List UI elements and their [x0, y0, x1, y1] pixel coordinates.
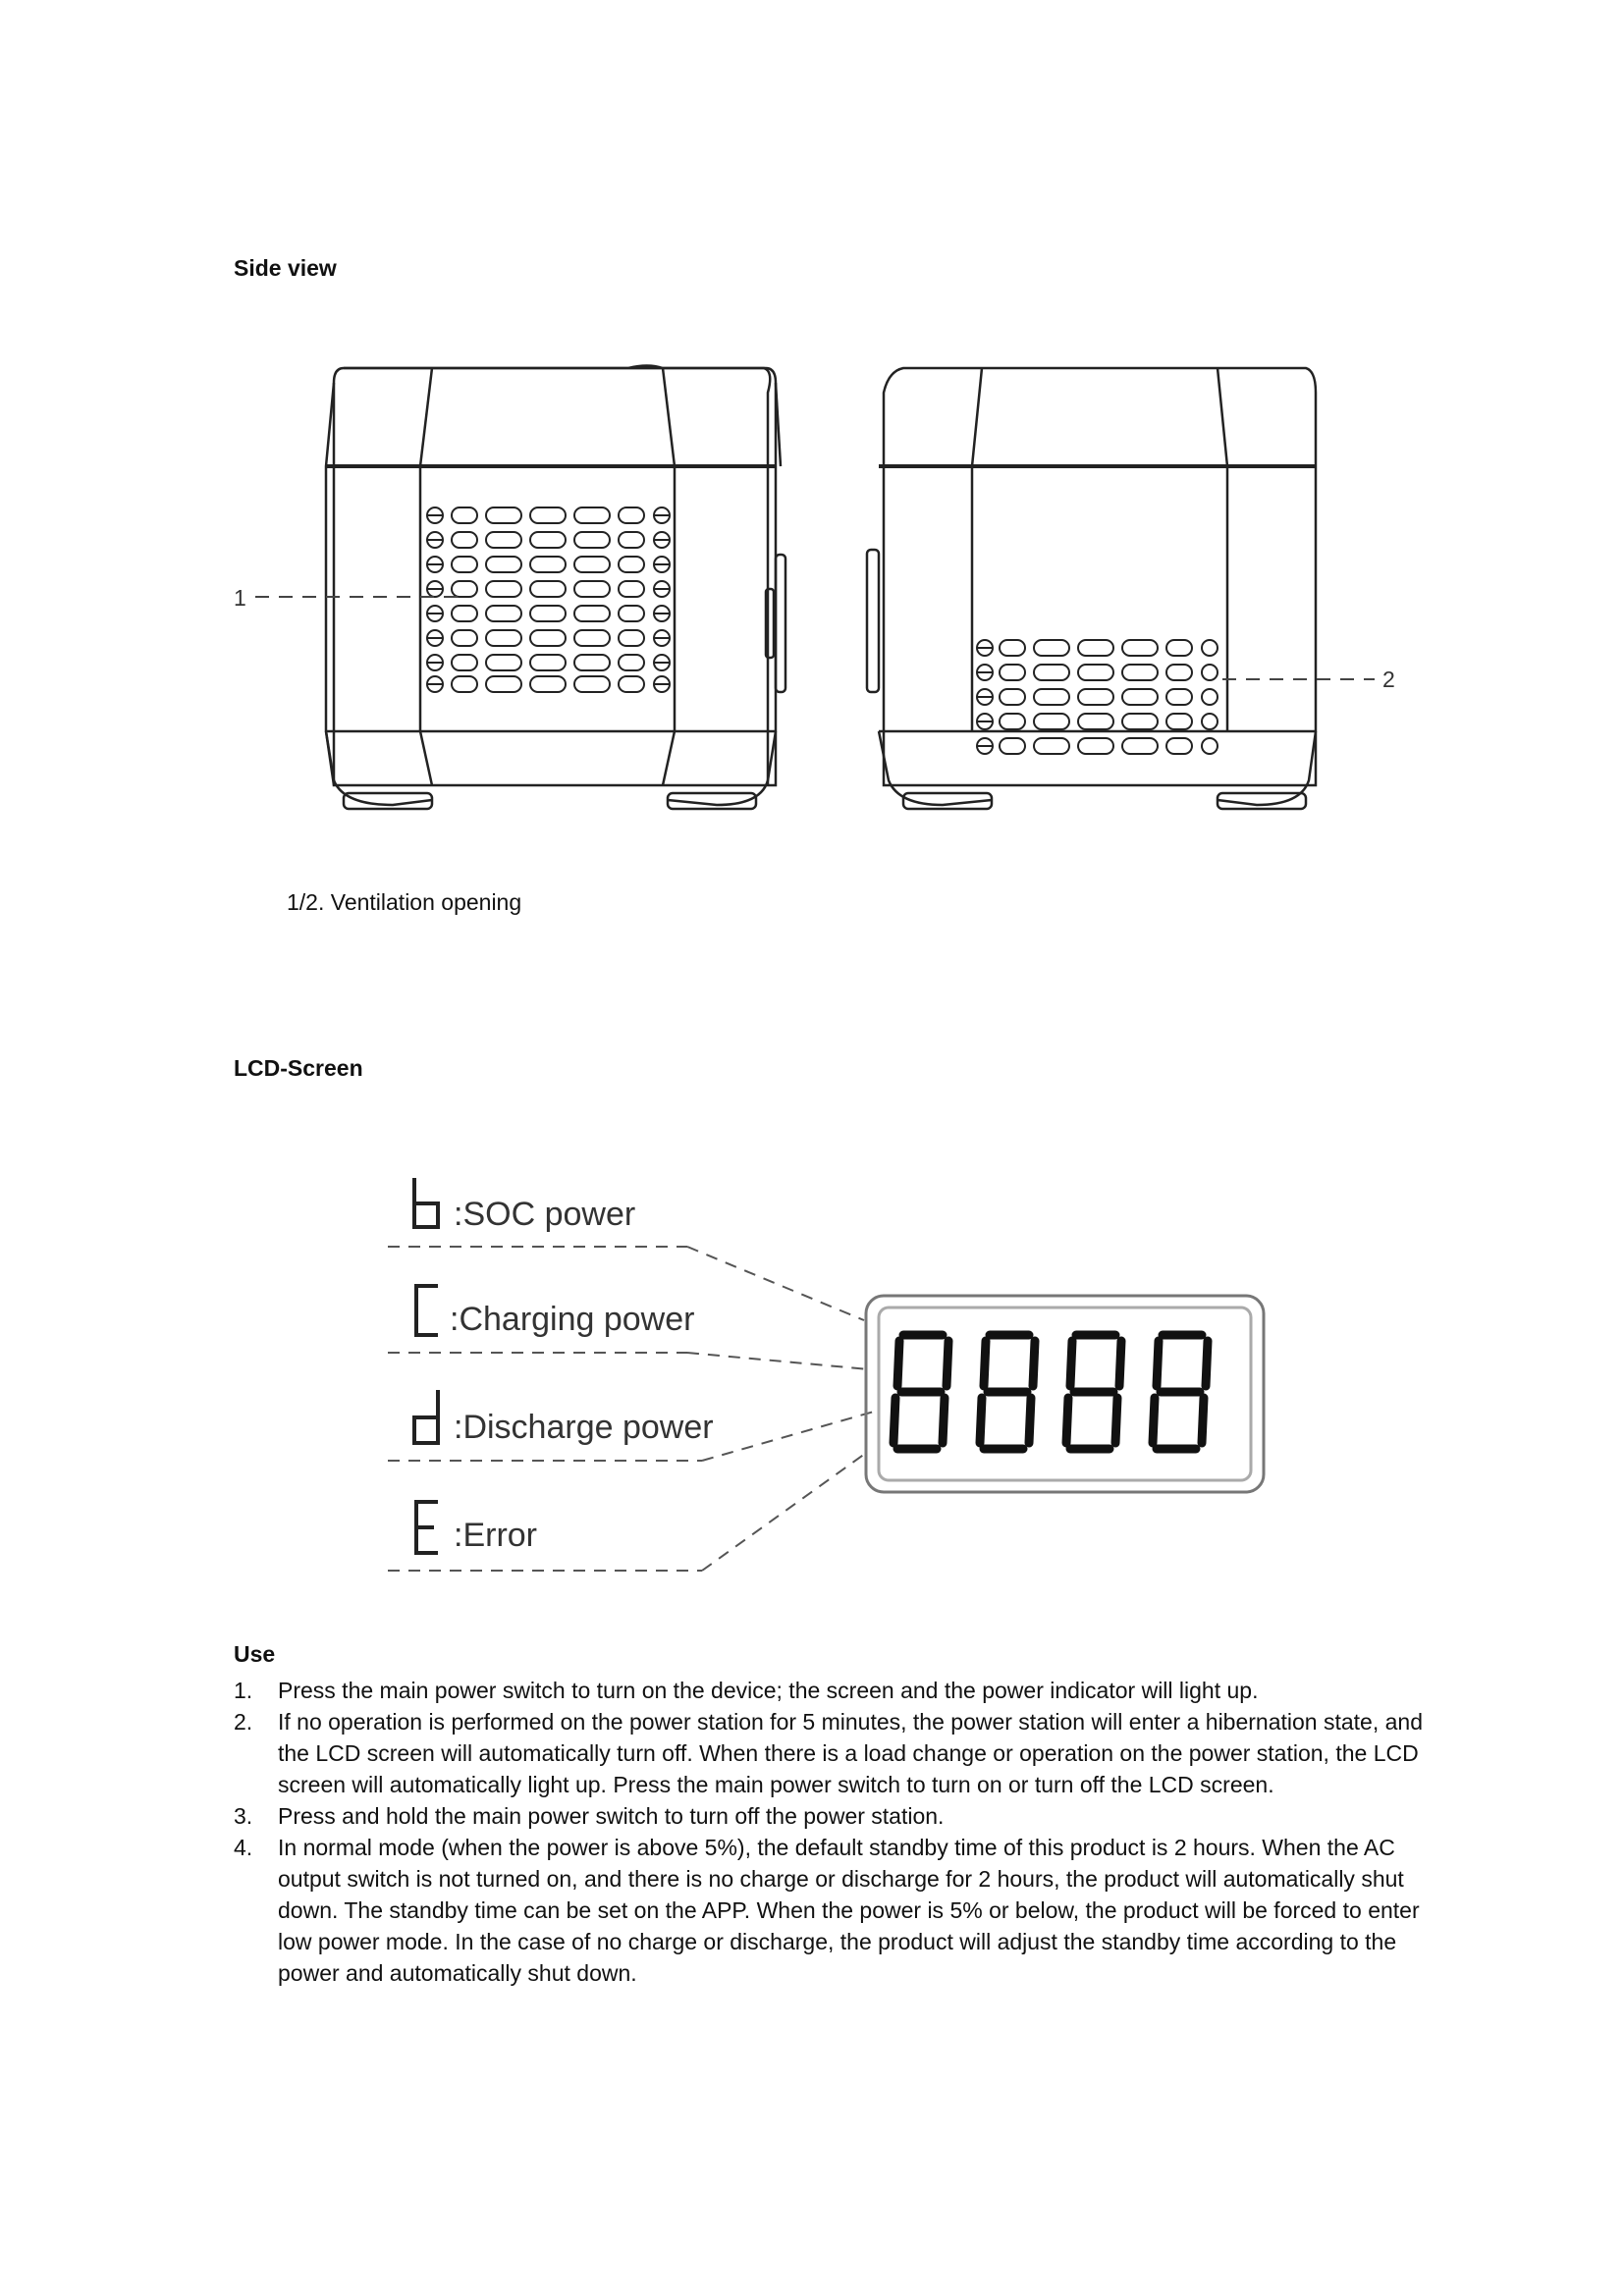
legend-label-error: :Error	[454, 1517, 537, 1554]
list-number: 3.	[234, 1803, 253, 1829]
use-instructions-list	[234, 1675, 1451, 1989]
lcd-screen-heading: LCD-Screen	[234, 1055, 363, 1081]
legend-label-discharge: :Discharge power	[454, 1409, 714, 1446]
symbol-e	[416, 1502, 436, 1553]
callout-2: 2	[1382, 667, 1395, 692]
vent-grid-right	[977, 640, 1218, 754]
list-item	[234, 1832, 1451, 1989]
ventilation-caption: 1/2. Ventilation opening	[287, 889, 522, 915]
use-heading: Use	[234, 1641, 276, 1667]
legend-label-charging: :Charging power	[450, 1301, 695, 1338]
symbol-c	[416, 1286, 436, 1335]
symbol-b	[414, 1180, 438, 1227]
callout-1: 1	[234, 585, 246, 611]
list-number: 2.	[234, 1709, 253, 1735]
lcd-digits	[893, 1335, 1208, 1449]
legend-label-soc: :SOC power	[454, 1196, 636, 1233]
device-left-side	[326, 366, 785, 810]
side-view-heading: Side view	[234, 255, 337, 281]
vent-grid-left	[427, 507, 670, 692]
list-text: If no operation is performed on the power station for 5 minutes, the power station will enter a hibernation state, and the LCD screen will automatically turn off. When there is a load change or operation on the power station, the LCD screen will automatically light up. Press the main power switch to turn on or turn off the LCD screen.	[278, 1709, 1424, 1797]
list-number: 1.	[234, 1678, 253, 1703]
device-right-side	[867, 368, 1316, 809]
symbol-d	[414, 1392, 438, 1443]
list-text: Press and hold the main power switch to turn off the power station.	[278, 1803, 945, 1829]
list-item	[234, 1675, 1451, 1706]
list-text: Press the main power switch to turn on the device; the screen and the power indicator will light up.	[278, 1678, 1259, 1703]
lcd-diagram	[0, 1158, 1624, 1600]
list-text: In normal mode (when the power is above 5%), the default standby time of this product is 2 hours. When the AC output switch is not turned on, and there is no charge or discharge for 2 hours, the product will automatically shut down. The standby time can be set on the APP. When the power is 5% or below, the product will be forced to enter low power mode. In the case of no charge or discharge, the product will adjust the standby time according to the power and automatically shut down.	[278, 1835, 1420, 1986]
list-number: 4.	[234, 1835, 253, 1860]
list-item	[234, 1706, 1451, 1800]
list-item	[234, 1800, 1451, 1832]
